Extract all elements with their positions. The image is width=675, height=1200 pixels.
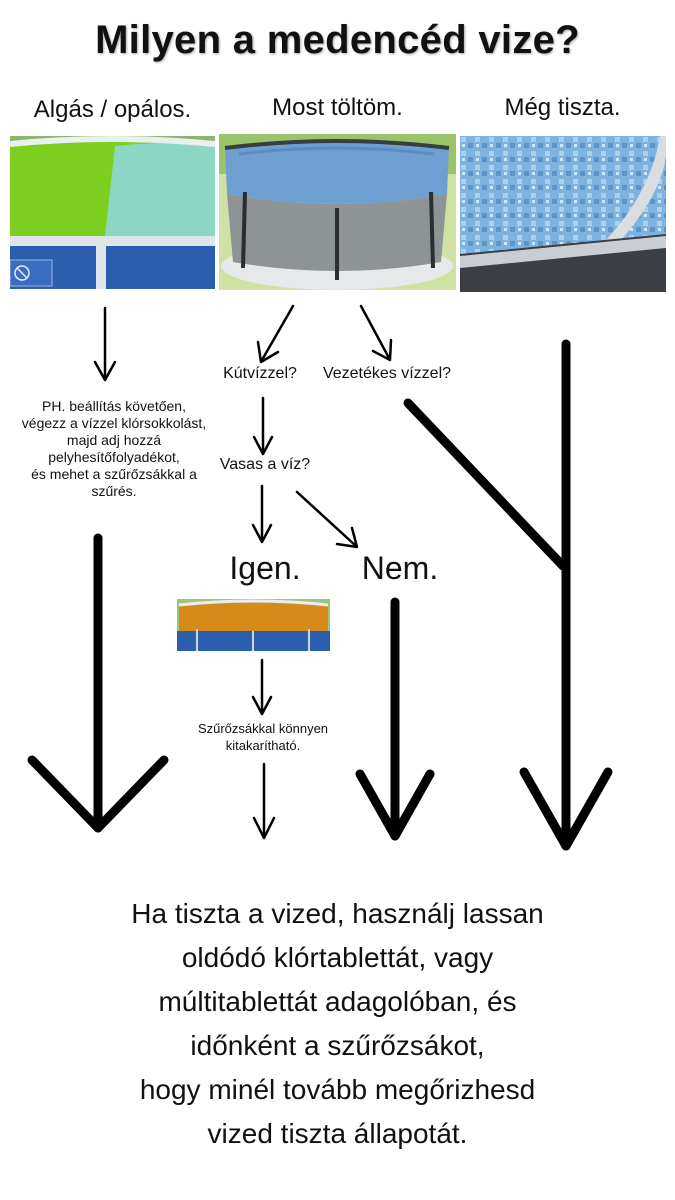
arrow-filling-to-well <box>258 306 293 362</box>
algae-instructions-line: végezz a vízzel klórsokkolást, <box>21 415 207 431</box>
answer-yes: Igen. <box>229 550 301 586</box>
algae-instructions-line: majd adj hozzá <box>66 432 162 448</box>
thick-arrow-clean <box>524 344 608 846</box>
final-advice-line: Ha tiszta a vized, használj lassan <box>131 898 544 929</box>
arrow-well-to-iron <box>254 398 272 454</box>
column-heading-algae: Algás / opálos. <box>33 96 192 123</box>
thick-arrow-tap-diagonal <box>408 403 563 566</box>
algae-instructions-line: szűrés. <box>91 483 137 499</box>
answer-no: Nem. <box>361 550 439 586</box>
final-advice-line: múltitablettát adagolóban, és <box>158 986 517 1017</box>
thick-arrow-algae <box>32 538 164 828</box>
column-heading-filling: Most töltöm. <box>272 94 403 121</box>
algae-instructions-line: pelyhesítőfolyadékot, <box>48 449 180 465</box>
iron-water-tip-line: kitakarítható. <box>225 738 301 753</box>
arrow-iron-photo-to-tip <box>253 660 271 714</box>
thick-arrow-no <box>360 602 430 836</box>
question-well-water: Kútvízzel? <box>223 365 297 382</box>
final-advice-line: oldódó klórtablettát, vagy <box>181 942 494 973</box>
iron-water-tip-line: Szűrőzsákkal könnyen <box>197 721 329 736</box>
final-advice-line: hogy minél tovább megőrizhesd <box>139 1074 536 1105</box>
arrow-filling-to-tap <box>361 306 391 360</box>
final-advice-line: vized tiszta állapotát. <box>207 1118 468 1149</box>
final-advice-line: időnként a szűrőzsákot, <box>190 1030 485 1061</box>
question-iron-water: Vasas a víz? <box>219 456 311 473</box>
column-heading-clean: Még tiszta. <box>504 94 621 121</box>
arrow-iron-to-yes <box>253 486 271 542</box>
arrow-iron-to-no <box>297 492 357 547</box>
arrow-algae-to-instructions <box>95 308 115 380</box>
question-tap-water: Vezetékes vízzel? <box>322 365 452 382</box>
algae-instructions-line: PH. beállítás követően, <box>42 398 186 414</box>
arrow-tip-down <box>254 764 274 838</box>
algae-instructions-line: és mehet a szűrőzsákkal a <box>31 466 197 482</box>
page-title: Milyen a medencéd vize? <box>95 18 580 62</box>
